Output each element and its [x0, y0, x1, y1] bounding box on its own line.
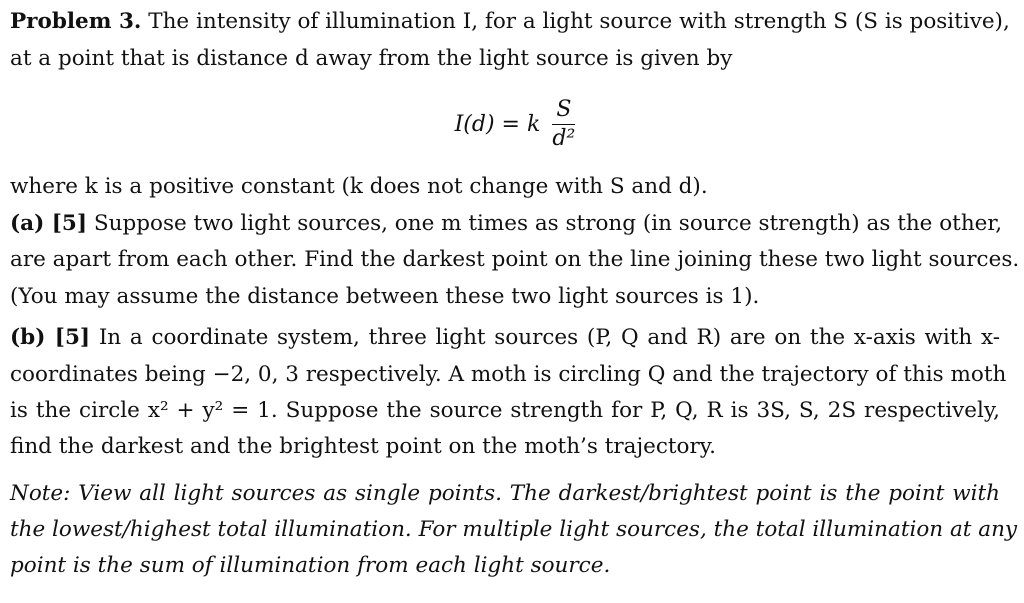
part-a-text-1: Suppose two light sources, one m times as strong (in source strength) as the other,	[87, 211, 1003, 236]
part-b-line-1	[10, 324, 1000, 352]
formula-fraction	[552, 98, 575, 151]
part-b-text-1: In a coordinate system, three light sources (P, Q and R) are on the x-axis with x-	[90, 325, 1000, 350]
intensity-formula	[10, 98, 1020, 158]
part-a-line-3: (You may assume the distance between these two light sources is 1).	[10, 284, 760, 309]
formula-denominator: d²	[552, 126, 576, 151]
formula-numerator: S	[552, 98, 575, 125]
part-b-line-3: is the circle x² + y² = 1. Suppose the source strength for P, Q, R is 3S, S, 2S respectively,	[10, 398, 1000, 423]
part-b-label: (b) [5]	[10, 325, 91, 350]
note-line-3: point is the sum of illumination from each light source.	[10, 553, 611, 578]
problem-intro-line-1	[10, 8, 1010, 36]
part-b-line-4: find the darkest and the brightest point on the moth’s trajectory.	[10, 434, 716, 459]
problem-after-formula: where k is a positive constant (k does not change with S and d).	[10, 174, 708, 199]
part-b-line-2: coordinates being −2, 0, 3 respectively. A moth is circling Q and the trajectory of this moth	[10, 362, 1007, 387]
part-a-line-2: are apart from each other. Find the darkest point on the line joining these two light sources.	[10, 247, 1020, 272]
problem-intro-line-2: at a point that is distance d away from the light source is given by	[10, 46, 733, 71]
part-a-line-1	[10, 210, 1003, 238]
note-line-2: the lowest/highest total illumination. For multiple light sources, the total illumination at any	[10, 517, 1018, 542]
problem-heading: Problem 3.	[10, 9, 142, 34]
formula-lhs: I(d) = k	[454, 112, 541, 137]
problem-intro-text-1: The intensity of illumination I, for a light source with strength S (S is positive),	[141, 9, 1010, 34]
note-line-1: Note: View all light sources as single points. The darkest/brightest point is the point with	[10, 481, 1000, 506]
part-a-label: (a) [5]	[10, 211, 88, 236]
